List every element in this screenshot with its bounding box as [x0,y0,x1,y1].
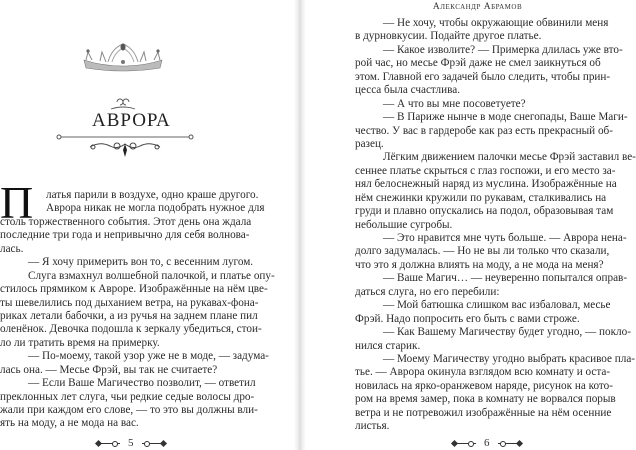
text-line: разец. [355,137,384,150]
left-page-body [0,189,275,431]
page-number-right [454,437,520,449]
chapter-title: АВРОРА [92,110,171,131]
ornament-icon [142,443,164,444]
text-line: Фрэй. Надо попросить его быть с вами строже. [355,312,580,325]
top-flourish-ornament [108,97,138,111]
left-page [0,0,296,450]
right-page-body [355,17,636,434]
text-line: ром на время замер, пока в комнату не ворвался порыв [355,393,616,406]
text-line: лась она. — Месье Фрэй, вы так не считаете? [0,363,218,376]
text-line: риках летали бабочки, а из ручья на заднем плане пил [0,309,258,322]
text-line: столь торжественного события. Этот день она ждала [0,215,252,228]
text-line: — А что вы мне посоветуете? [383,97,526,110]
text-line: лась. [0,242,24,255]
text-line: сеннее платье скрыться с глаз госпожи, и его место за- [355,164,616,177]
text-line: — Моему Магичеству угодно выбрать красивое пла- [383,352,636,365]
text-line: ять на моду, а не мода на вас. [0,417,139,430]
title-divider-ornament [55,132,195,160]
text-line: — По-моему, такой узор уже не в моде, — задума- [28,350,269,363]
text-line: преклонных лет слуга, чьи редкие седые волосы дро- [0,390,255,403]
text-line: рой час, но месье Фрэй даже не смел заикнуться об [355,57,601,70]
text-line: ло ли тратить время на примерку. [0,336,160,349]
text-line: небольшие сугробы. [355,218,453,231]
page-number: 6 [484,437,490,449]
ornament-icon [454,443,476,444]
text-line: в дурновкусии. Подайте другое платье. [355,30,542,43]
page-number-left [98,437,164,449]
text-line: груди и плавно опускались на подол, образовывая там [355,205,614,218]
text-line: даться слуга, но его перебили: [355,285,500,298]
ornament-icon [98,443,120,444]
text-line: новилась на ярко-оранжевом наряде, рисунок на кото- [355,379,613,392]
drop-cap: П [0,177,34,228]
ornament-icon [498,443,520,444]
text-line: чество. У вас в гардеробе как раз есть прекрасный об- [355,124,613,137]
tiara-illustration [82,40,164,72]
text-line: нился старик. [355,339,421,352]
text-line: листья. [355,420,390,433]
text-line: жали при каждом его слове, — то это вы должны вли- [0,404,258,416]
text-line: — Какое изволите? — Примерка длилась уже вто- [383,43,623,56]
text-line: — Не хочу, чтобы окружающие обвинили меня [383,17,609,29]
text-line: — В Париже нынче в моде снегопады, Ваше Маги- [383,111,628,124]
text-line: долго задумалась. — Но не вы ли только что сказали, [355,245,610,258]
text-line: оленёнок. Девочка подошла к зеркалу убедиться, стои- [0,323,262,336]
text-line: — Если Ваше Магичество позволит, — ответил [28,377,256,390]
text-line: Слуга взмахнул волшебной палочкой, и платье опу- [28,269,275,282]
text-line: Аврора никак не могла подобрать нужное для [46,202,265,215]
text-line: цесса была счастлива. [355,84,460,97]
text-line: — Мой батюшка слишком вас избаловал, месье [383,299,611,312]
text-line: этом. Главной его задачей было следить, чтобы прин- [355,70,611,83]
text-line: Лёгким движением палочки месье Фрэй заставил ве- [383,151,636,164]
text-line: латья парили в воздухе, одно краше другого. [46,189,259,201]
running-head: Александр Абрамов [432,2,523,12]
text-line: — Это нравится мне чуть больше. — Аврора нена- [383,232,627,244]
text-line: стилось прямиком к Авроре. Изображённые на нём цве- [0,283,268,296]
right-page [304,0,636,450]
text-line: нём снежинки кружили по рукавам, сталкивались на [355,191,607,204]
text-line: — Как Вашему Магичеству будет угодно, — покло- [383,326,631,339]
text-line: последние три года и непривычно для себя волнова- [0,229,250,242]
text-line: тье. — Аврора окинула взглядом всю комнату и оста- [355,366,611,379]
text-line: ветра и не потревожил изображённые на нём осенние [355,406,612,419]
text-line: — Я хочу примерить вон то, с весенним лугом. [28,256,254,269]
text-line: ты шевелились под дыханием ветра, на рукавах-фона- [0,296,259,309]
text-line: что это я должна влиять на моду, а не мода на меня? [355,258,604,271]
text-line: нял белоснежный наряд из муслина. Изображённые на [355,178,617,191]
page-number: 5 [128,437,134,449]
text-line: — Ваше Магич… — неуверенно попытался оправ- [383,272,628,285]
